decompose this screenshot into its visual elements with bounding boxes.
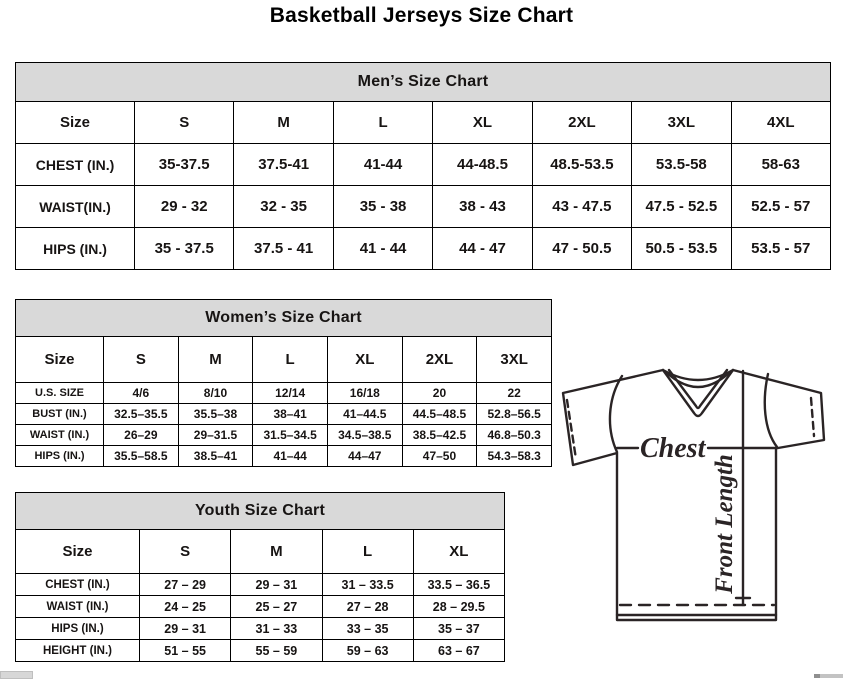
table-title: Youth Size Chart: [16, 493, 505, 530]
size-cell: 41–44.5: [327, 404, 402, 425]
column-header: 2XL: [532, 102, 631, 144]
column-header: XL: [327, 337, 402, 383]
size-cell: 55 – 59: [231, 640, 322, 662]
size-cell: 41-44: [333, 144, 432, 186]
womens-size-table: [15, 299, 552, 467]
column-header: L: [322, 530, 413, 574]
size-cell: 35 – 37: [413, 618, 504, 640]
size-cell: 29 - 32: [135, 186, 234, 228]
size-cell: 37.5-41: [234, 144, 333, 186]
row-label: WAIST (IN.): [16, 596, 140, 618]
size-cell: 63 – 67: [413, 640, 504, 662]
size-cell: 4/6: [104, 383, 179, 404]
table-title: Men’s Size Chart: [16, 63, 831, 102]
right-cuff-dashed-line: [811, 398, 814, 436]
row-label: U.S. SIZE: [16, 383, 104, 404]
front-length-measure-line: [736, 371, 750, 605]
size-cell: 41–44: [253, 446, 328, 467]
size-cell: 52.5 - 57: [731, 186, 830, 228]
size-cell: 51 – 55: [140, 640, 231, 662]
size-cell: 38 - 43: [433, 186, 532, 228]
size-cell: 50.5 - 53.5: [632, 228, 731, 270]
table-title: Women’s Size Chart: [16, 300, 552, 337]
size-cell: 29 – 31: [140, 618, 231, 640]
size-cell: 37.5 - 41: [234, 228, 333, 270]
column-header: 3XL: [477, 337, 552, 383]
column-header: S: [135, 102, 234, 144]
row-label: CHEST (IN.): [16, 144, 135, 186]
size-cell: 35.5–58.5: [104, 446, 179, 467]
scrollbar-corner-fragment: [0, 671, 33, 679]
size-cell: 47 - 50.5: [532, 228, 631, 270]
column-header: M: [234, 102, 333, 144]
size-cell: 35.5–38: [178, 404, 253, 425]
jersey-outline: [563, 370, 824, 620]
size-cell: 28 – 29.5: [413, 596, 504, 618]
size-cell: 32 - 35: [234, 186, 333, 228]
size-cell: 29 – 31: [231, 574, 322, 596]
column-header: S: [104, 337, 179, 383]
size-cell: 41 - 44: [333, 228, 432, 270]
size-cell: 44–47: [327, 446, 402, 467]
youth-size-table: [15, 492, 505, 662]
size-cell: 26–29: [104, 425, 179, 446]
row-label: HIPS (IN.): [16, 446, 104, 467]
size-cell: 27 – 28: [322, 596, 413, 618]
size-cell: 59 – 63: [322, 640, 413, 662]
column-header: Size: [16, 337, 104, 383]
size-cell: 44.5–48.5: [402, 404, 477, 425]
size-cell: 16/18: [327, 383, 402, 404]
size-cell: 20: [402, 383, 477, 404]
column-header: Size: [16, 530, 140, 574]
size-cell: 12/14: [253, 383, 328, 404]
column-header: 3XL: [632, 102, 731, 144]
size-cell: 31.5–34.5: [253, 425, 328, 446]
size-cell: 53.5-58: [632, 144, 731, 186]
size-cell: 38.5–42.5: [402, 425, 477, 446]
size-cell: 29–31.5: [178, 425, 253, 446]
chest-label: Chest: [640, 433, 706, 464]
column-header: M: [178, 337, 253, 383]
column-header: XL: [433, 102, 532, 144]
size-cell: 33.5 – 36.5: [413, 574, 504, 596]
page-title: Basketball Jerseys Size Chart: [269, 4, 574, 27]
size-cell: 38–41: [253, 404, 328, 425]
size-cell: 24 – 25: [140, 596, 231, 618]
jersey-diagram: [556, 356, 840, 628]
front-length-label: Front Length: [711, 454, 738, 594]
size-cell: 48.5-53.5: [532, 144, 631, 186]
mens-size-table: [15, 62, 831, 270]
size-cell: 8/10: [178, 383, 253, 404]
size-cell: 54.3–58.3: [477, 446, 552, 467]
size-cell: 35-37.5: [135, 144, 234, 186]
row-label: HEIGHT (IN.): [16, 640, 140, 662]
size-cell: 27 – 29: [140, 574, 231, 596]
column-header: Size: [16, 102, 135, 144]
size-cell: 43 - 47.5: [532, 186, 631, 228]
size-cell: 31 – 33: [231, 618, 322, 640]
size-cell: 38.5–41: [178, 446, 253, 467]
row-label: WAIST(IN.): [16, 186, 135, 228]
size-cell: 22: [477, 383, 552, 404]
size-cell: 47.5 - 52.5: [632, 186, 731, 228]
column-header: L: [333, 102, 432, 144]
column-header: XL: [413, 530, 504, 574]
size-cell: 44-48.5: [433, 144, 532, 186]
size-cell: 34.5–38.5: [327, 425, 402, 446]
size-cell: 44 - 47: [433, 228, 532, 270]
size-cell: 35 - 37.5: [135, 228, 234, 270]
size-cell: 35 - 38: [333, 186, 432, 228]
horizontal-scrollbar-thumb[interactable]: [814, 674, 843, 678]
size-cell: 32.5–35.5: [104, 404, 179, 425]
row-label: HIPS (IN.): [16, 618, 140, 640]
column-header: 4XL: [731, 102, 830, 144]
size-cell: 31 – 33.5: [322, 574, 413, 596]
column-header: M: [231, 530, 322, 574]
row-label: CHEST (IN.): [16, 574, 140, 596]
size-cell: 53.5 - 57: [731, 228, 830, 270]
size-cell: 46.8–50.3: [477, 425, 552, 446]
row-label: HIPS (IN.): [16, 228, 135, 270]
column-header: 2XL: [402, 337, 477, 383]
size-cell: 47–50: [402, 446, 477, 467]
row-label: BUST (IN.): [16, 404, 104, 425]
right-armhole-seam: [765, 374, 777, 447]
left-armhole-seam: [610, 376, 622, 452]
size-cell: 33 – 35: [322, 618, 413, 640]
row-label: WAIST (IN.): [16, 425, 104, 446]
size-cell: 58-63: [731, 144, 830, 186]
size-cell: 25 – 27: [231, 596, 322, 618]
size-cell: 52.8–56.5: [477, 404, 552, 425]
column-header: L: [253, 337, 328, 383]
column-header: S: [140, 530, 231, 574]
